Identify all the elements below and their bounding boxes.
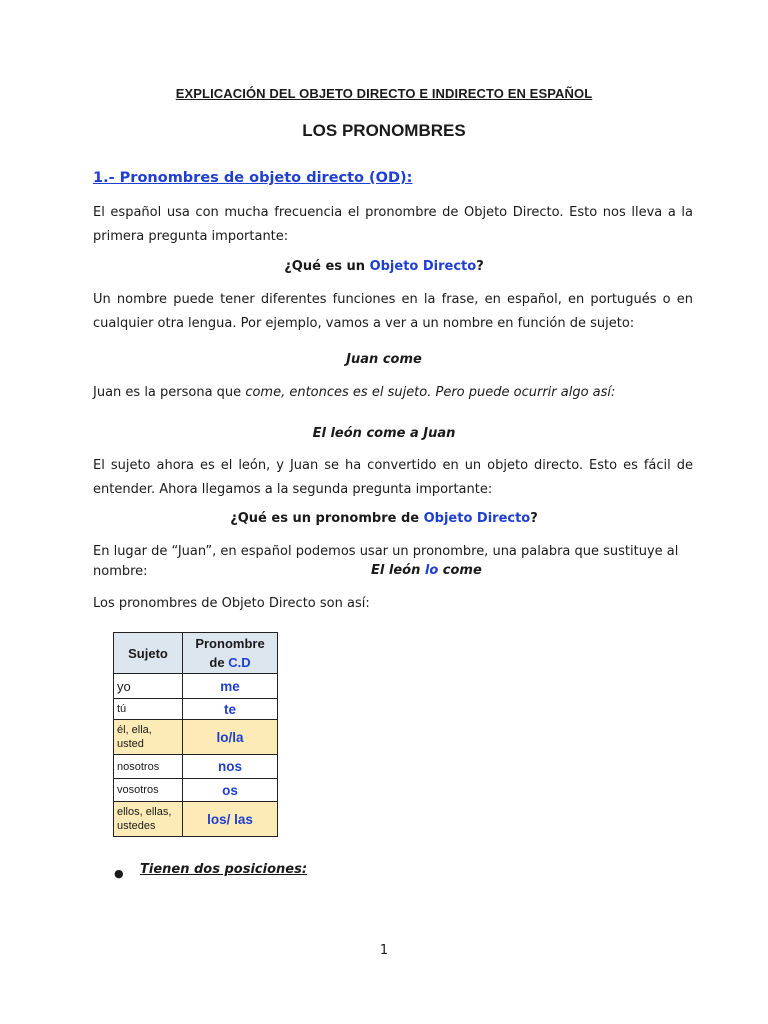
page-title: LOS PRONOMBRES [302,121,466,140]
table-row [114,779,278,802]
page-number: 1 [379,943,389,958]
table-row [114,755,278,779]
subject-cell: vosotros [114,779,183,802]
header-subject: Sujeto [114,633,183,674]
paragraph-object: El sujeto ahora es el león, y Juan se ha convertido en un objeto directo. Esto es fácil de entender. Ahora llegamos a la segunda pregunta importante: [93,458,693,497]
table-row [114,802,278,837]
paragraph-subject-italic: come, entonces es el sujeto. Pero puede ocurrir algo así: [245,385,616,400]
header-pronoun-cd: C.D [228,655,251,670]
table-header-row [114,633,278,674]
question-2 [0,511,768,526]
paragraph-table-intro: Los pronombres de Objeto Directo son así: [93,596,370,611]
subject-cell: tú [114,699,183,720]
pronoun-cell: me [183,674,278,699]
pronoun-cell: lo/la [183,720,278,755]
paragraph-subject [93,381,693,405]
paragraph-replacement: En lugar de “Juan”, en español podemos usar un pronombre, una palabra que sustituye al [93,544,679,559]
example-3-pre: El león [371,563,425,578]
pronoun-cell: te [183,699,278,720]
section-heading: 1.- Pronombres de objeto directo (OD): [93,170,413,186]
pronoun-cell: os [183,779,278,802]
example-juan-come: Juan come [346,352,422,367]
bullet-positions: Tienen dos posiciones: [140,862,308,877]
question-1-term: Objeto Directo [369,259,477,274]
header-pronoun-line1: Pronombre [195,636,265,651]
question-1-post: ? [476,259,484,274]
paragraph-subject-plain: Juan es la persona que [93,385,246,400]
table-row [114,674,278,699]
document-title: EXPLICACIÓN DEL OBJETO DIRECTO E INDIRECTO EN ESPAÑOL [175,86,593,101]
subject-cell: ellos, ellas, ustedes [114,802,183,837]
table-row [114,720,278,755]
example-leon-come-juan: El león come a Juan [312,426,456,441]
table-row [114,699,278,720]
example-3-post: come [438,563,482,578]
example-leon-lo-come [371,563,482,578]
pronoun-table [113,632,278,837]
subject-cell: nosotros [114,755,183,779]
pronoun-cell: los/ las [183,802,278,837]
paragraph-intro: El español usa con mucha frecuencia el pronombre de Objeto Directo. Esto nos lleva a la primera pregunta importante: [93,205,693,244]
header-pronoun [183,633,278,674]
paragraph-replacement-line2: nombre: [93,564,148,579]
subject-cell: él, ella, usted [114,720,183,755]
question-2-post: ? [530,511,538,526]
header-pronoun-line2: de [209,655,229,670]
bullet-icon: ● [114,867,124,880]
example-3-pronoun: lo [424,563,439,578]
pronoun-cell: nos [183,755,278,779]
paragraph-functions: Un nombre puede tener diferentes funciones en la frase, en español, en portugués o en cualquier otra lengua. Por ejemplo, vamos a ver a un nombre en función de sujeto: [93,292,693,331]
question-1-pre: ¿Qué es un [284,259,370,274]
question-2-pre: ¿Qué es un pronombre de [230,511,424,526]
question-2-term: Objeto Directo [423,511,531,526]
question-1 [0,259,768,274]
subject-cell: yo [114,674,183,699]
